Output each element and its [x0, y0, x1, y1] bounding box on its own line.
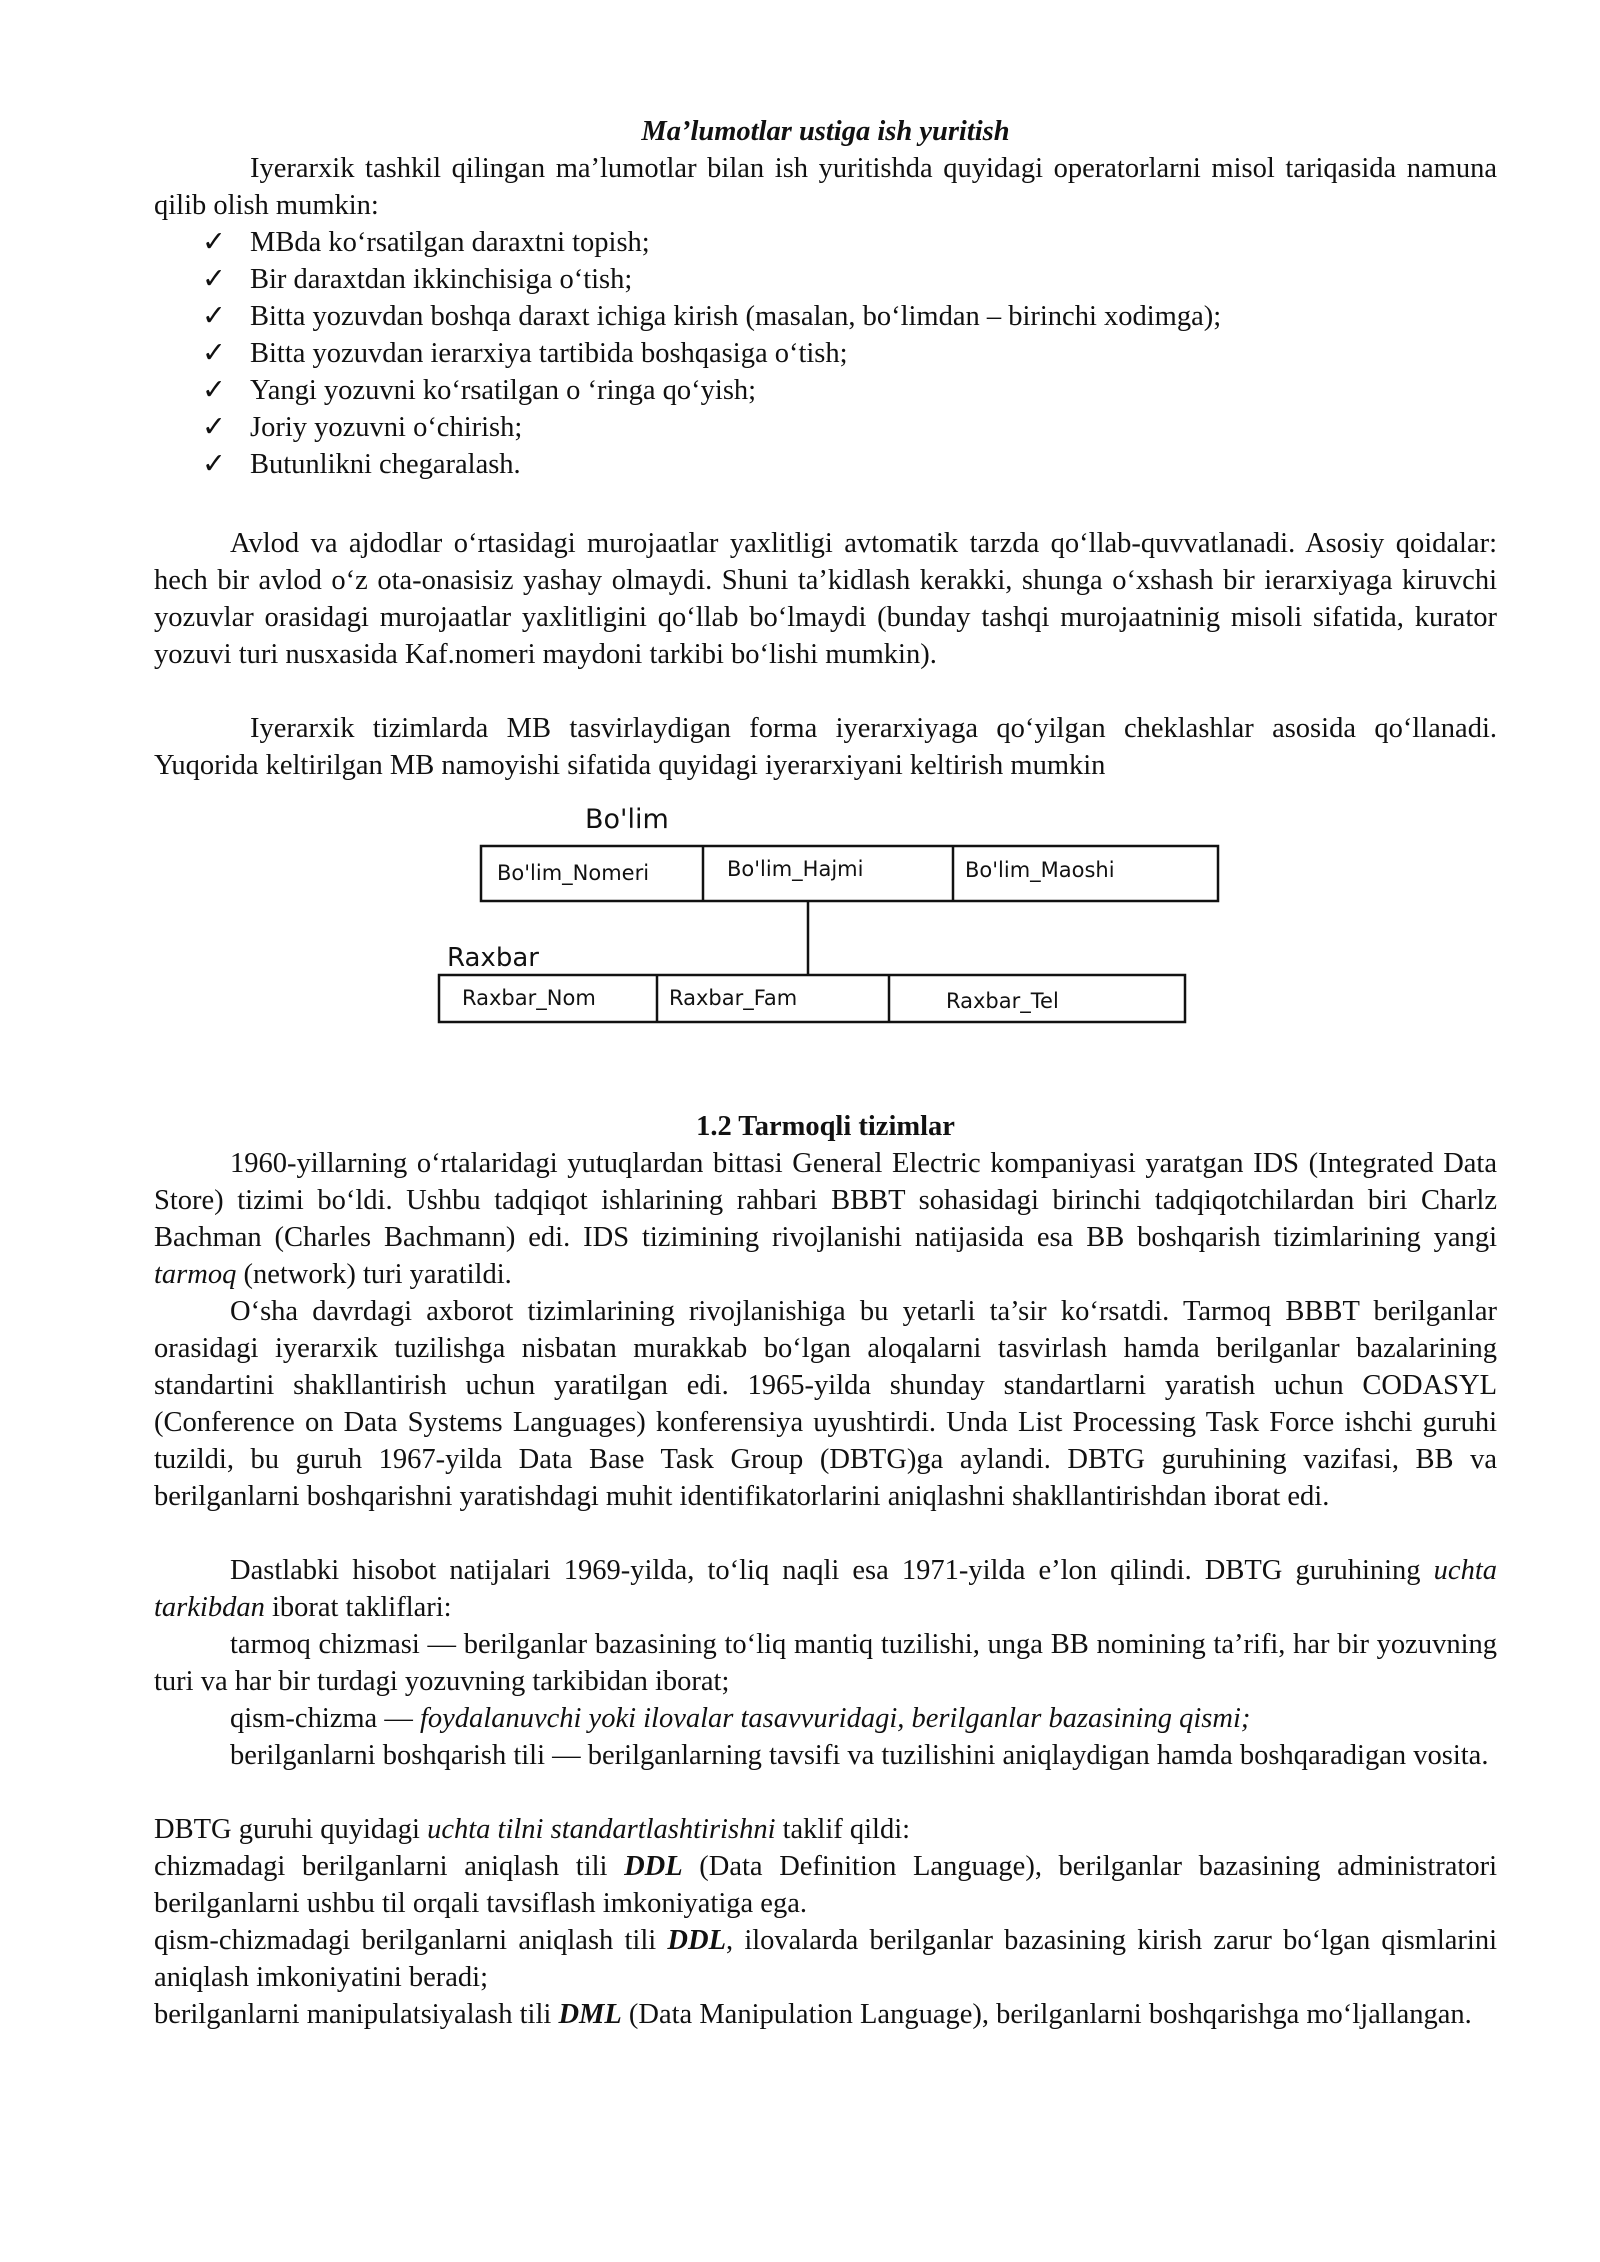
list-item — [154, 372, 1497, 409]
codasyl-paragraph: O‘sha davrdagi axborot tizimlarining rivojlanishiga bu yetarli ta’sir ko‘rsatdi. Tarmoq BBBT berilganlar orasidagi iyerarxik tuzilishga nisbatan murakkab bo‘lgan aloqalarni tasvirlash hamda berilganlar bazalarining standartini shakllantirish uchun yaratilgan edi. 1965-yilda shunday standartlarni yaratish uchun CODASYL (Conference on Data Systems Languages) konferensiya uyushtirdi. Unda List Processing Task Force ishchi guruhi tuzildi, bu guruh 1967-yilda Data Base Task Group (DBTG)ga aylandi. DBTG guruhining vazifasi, BB va berilganlarni boshqarishni yaratishdagi muhit identifikatorlarini aniqlashni shakllantirishdan iborat edi. — [154, 1296, 1497, 1512]
list-item-text: Bitta yozuvdan boshqa daraxt ichiga kirish (masalan, bo‘limdan – birinchi xodimga); — [250, 301, 1222, 332]
list-item — [154, 224, 1497, 261]
checkmark-icon: ✓ — [202, 412, 226, 443]
parent-field: Bo'lim_Maoshi — [965, 858, 1115, 882]
checkmark-icon: ✓ — [202, 375, 226, 406]
text-run: qism-chizmadagi berilganlarni aniqlash tili — [154, 1925, 668, 1956]
emphasis-term: uchta tilni standartlashtirishni — [427, 1814, 776, 1845]
emphasis-term: tarmoq — [154, 1259, 237, 1290]
operator-list — [154, 224, 1497, 483]
parent-field: Bo'lim_Hajmi — [727, 857, 864, 881]
list-item — [154, 298, 1497, 335]
text-run: Dastlabki hisobot natijalari 1969-yilda, to‘liq naqli esa 1971-yilda e’lon qilindi. DBTG guruhining — [230, 1555, 1434, 1586]
list-item — [154, 335, 1497, 372]
child-record-box — [439, 975, 1185, 1022]
network-schema-paragraph: tarmoq chizmasi — berilganlar bazasining to‘liq mantiq tuzilishi, unga BB nomining ta’rifi, har bir yozuvning turi va har bir turdagi yozuvning tarkibidan iborat; — [154, 1629, 1497, 1697]
emphasis-term: foydalanuvchi yoki ilovalar tasavvuridagi, berilganlar bazasining qismi; — [419, 1703, 1251, 1734]
ddl-paragraph — [154, 1848, 1497, 1922]
acronym-term: DDL — [624, 1851, 683, 1882]
list-item — [154, 261, 1497, 298]
text-run: berilganlarni manipulatsiyalash tili — [154, 1999, 559, 2030]
list-item-text: MBda ko‘rsatilgan daraxtni topish; — [250, 227, 650, 258]
section-title: Ma’lumotlar ustiga ish yuritish — [641, 116, 1010, 147]
child-record-label: Raxbar — [447, 943, 539, 973]
text-run: chizmadagi berilganlarni aniqlash tili — [154, 1851, 625, 1882]
hierarchy-paragraph: Iyerarxik tizimlarda MB tasvirlaydigan forma iyerarxiyaga qo‘yilgan cheklashlar asosida qo‘llanadi. Yuqorida keltirilgan MB namoyishi sifatida quyidagi iyerarxiyani keltirish mumkin — [154, 713, 1497, 781]
languages-paragraph — [154, 1811, 1497, 1848]
parent-field: Bo'lim_Nomeri — [497, 861, 650, 885]
text-run: , ilovalarda berilganlar bazasining kirish zarur bo‘lgan qismlarini aniqlash imkoniyatini beradi; — [154, 1925, 1497, 1993]
list-item-text: Yangi yozuvni ko‘rsatilgan o ‘ringa qo‘yish; — [250, 375, 757, 406]
text-run: (Data Definition Language), berilganlar bazasining administratori berilganlarni ushbu til orqali tavsiflash imkoniyatiga ega. — [154, 1851, 1497, 1919]
text-run: qism-chizma — — [230, 1703, 420, 1734]
checkmark-icon: ✓ — [202, 264, 226, 295]
acronym-term: DDL — [667, 1925, 726, 1956]
text-run: taklif qildi: — [775, 1814, 911, 1845]
report-paragraph — [154, 1552, 1497, 1626]
parent-record-box — [481, 846, 1218, 901]
text-run: (network) turi yaratildi. — [236, 1259, 512, 1290]
emphasis-term: uchta tarkibdan — [154, 1555, 1497, 1623]
list-item — [154, 409, 1497, 446]
list-item-text: Bir daraxtdan ikkinchisiga o‘tish; — [250, 264, 633, 295]
list-item-text: Bitta yozuvdan ierarxiya tartibida boshqasiga o‘tish; — [250, 338, 848, 369]
section-heading: 1.2 Tarmoqli tizimlar — [696, 1111, 955, 1142]
child-field: Raxbar_Fam — [669, 986, 798, 1010]
intro-paragraph: Iyerarxik tashkil qilingan ma’lumotlar bilan ish yuritishda quyidagi operatorlarni misol tariqasida namuna qilib olish mumkin: — [154, 153, 1497, 221]
subschema-ddl-paragraph — [154, 1922, 1497, 1996]
list-item — [154, 446, 1497, 483]
child-field: Raxbar_Nom — [462, 986, 596, 1010]
integrity-paragraph: Avlod va ajdodlar o‘rtasidagi murojaatlar yaxlitligi avtomatik tarzda qo‘llab-quvvatlanadi. Asosiy qoidalar: hech bir avlod o‘z ota-onasisiz yashay olmaydi. Shuni ta’kidlash kerakki, shunga o‘xshash bir ierarxiyaga kiruvchi yozuvlar orasidagi murojaatlar yaxlitligini qo‘llab bo‘lmaydi (bunday tashqi murojaatninig misoli sifatida, kurator yozuvi turi nusxasida Kaf.nomeri maydoni tarkibi bo‘lishi mumkin). — [154, 528, 1497, 670]
dml-paragraph — [154, 1996, 1497, 2033]
checkmark-icon: ✓ — [202, 227, 226, 258]
checkmark-icon: ✓ — [202, 449, 226, 480]
text-run: 1960-yillarning o‘rtalaridagi yutuqlardan bittasi General Electric kompaniyasi yaratgan IDS (Integrated Data Store) tizimi bo‘ldi. Ushbu tadqiqot ishlarining rahbari BBBT sohasidagi birinchi tadqiqotchilardan biri Charlz Bachman (Charles Bachmann) edi. IDS tizimining rivojlanishi natijasida esa BB boshqarish tizimlarining yangi — [154, 1148, 1497, 1253]
subschema-paragraph — [154, 1700, 1497, 1737]
dml-tool-paragraph: berilganlarni boshqarish tili — berilganlarning tavsifi va tuzilishini aniqlaydigan hamda boshqaradigan vosita. — [230, 1740, 1489, 1771]
ids-paragraph — [154, 1145, 1497, 1293]
checkmark-icon: ✓ — [202, 338, 226, 369]
list-item-text: Joriy yozuvni o‘chirish; — [250, 412, 523, 443]
list-item-text: Butunlikni chegaralash. — [250, 449, 521, 480]
parent-record-label: Bo'lim — [585, 804, 669, 835]
acronym-term: DML — [558, 1999, 622, 2030]
child-field: Raxbar_Tel — [946, 989, 1059, 1013]
checkmark-icon: ✓ — [202, 301, 226, 332]
text-run: (Data Manipulation Language), berilganlarni boshqarishga mo‘ljallangan. — [621, 1999, 1472, 2030]
text-run: iborat takliflari: — [264, 1592, 452, 1623]
text-run: DBTG guruhi quyidagi — [154, 1814, 428, 1845]
